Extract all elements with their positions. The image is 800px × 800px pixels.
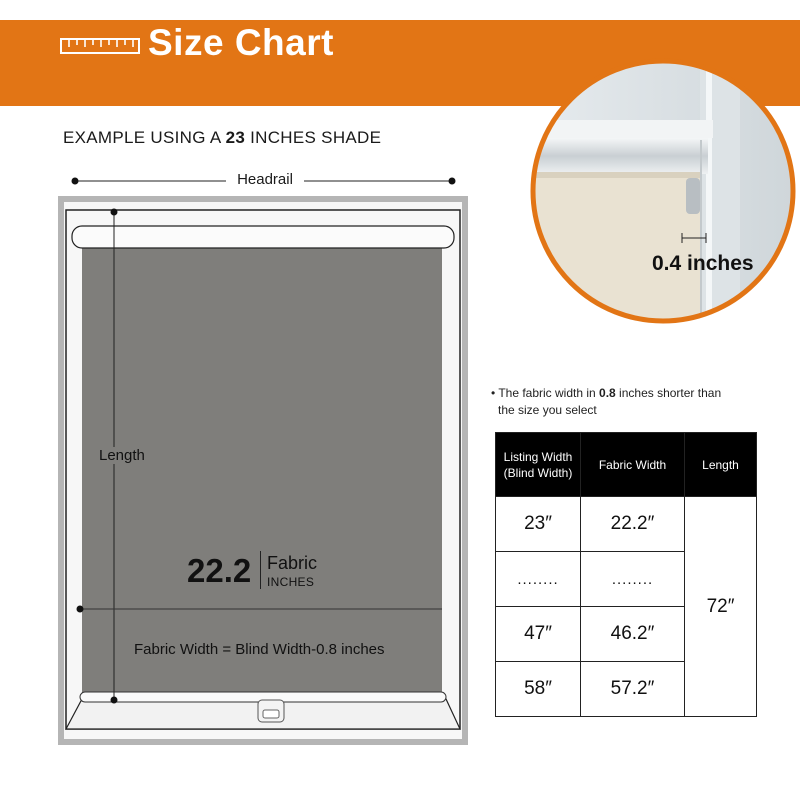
size-table <box>495 432 757 717</box>
header-listing-width <box>496 433 581 497</box>
note-bold-value: 0.8 <box>599 386 616 400</box>
fabric-word: Fabric <box>267 553 318 573</box>
header-fabric-width: Fabric Width <box>581 433 685 497</box>
note-line-2: the size you select <box>498 403 597 417</box>
headrail-label: Headrail <box>226 171 304 188</box>
length-label: Length <box>99 447 145 464</box>
table-header-row <box>496 433 757 497</box>
note-suffix: inches shorter than <box>615 386 722 400</box>
table-row <box>496 497 757 552</box>
cell-listing-width: ........ <box>496 552 581 607</box>
header-listing-width-line1: Listing Width <box>503 449 573 464</box>
cell-listing-width: 23″ <box>496 497 581 552</box>
cell-fabric-width: 57.2″ <box>581 662 685 717</box>
cell-fabric-width: 46.2″ <box>581 607 685 662</box>
example-suffix: INCHES SHADE <box>245 128 382 147</box>
note-prefix: • The fabric width in <box>491 386 600 400</box>
cell-length: 72″ <box>685 497 757 717</box>
cell-listing-width: 58″ <box>496 662 581 717</box>
cell-fabric-width: 22.2″ <box>581 497 685 552</box>
cell-listing-width: 47″ <box>496 607 581 662</box>
gap-label: 0.4 inches <box>652 252 754 275</box>
fabric-value: 22.2 <box>187 552 252 589</box>
fabric-width-formula: Fabric Width = Blind Width-0.8 inches <box>134 641 385 658</box>
example-size: 23 <box>225 128 246 147</box>
example-prefix: EXAMPLE USING A <box>63 128 226 147</box>
header-listing-width-line2: (Blind Width) <box>503 465 573 480</box>
note-line-1 <box>491 386 721 400</box>
cell-fabric-width: ........ <box>581 552 685 607</box>
fabric-unit: INCHES <box>267 575 315 589</box>
header-length: Length <box>685 433 757 497</box>
page-title: Size Chart <box>148 22 334 63</box>
